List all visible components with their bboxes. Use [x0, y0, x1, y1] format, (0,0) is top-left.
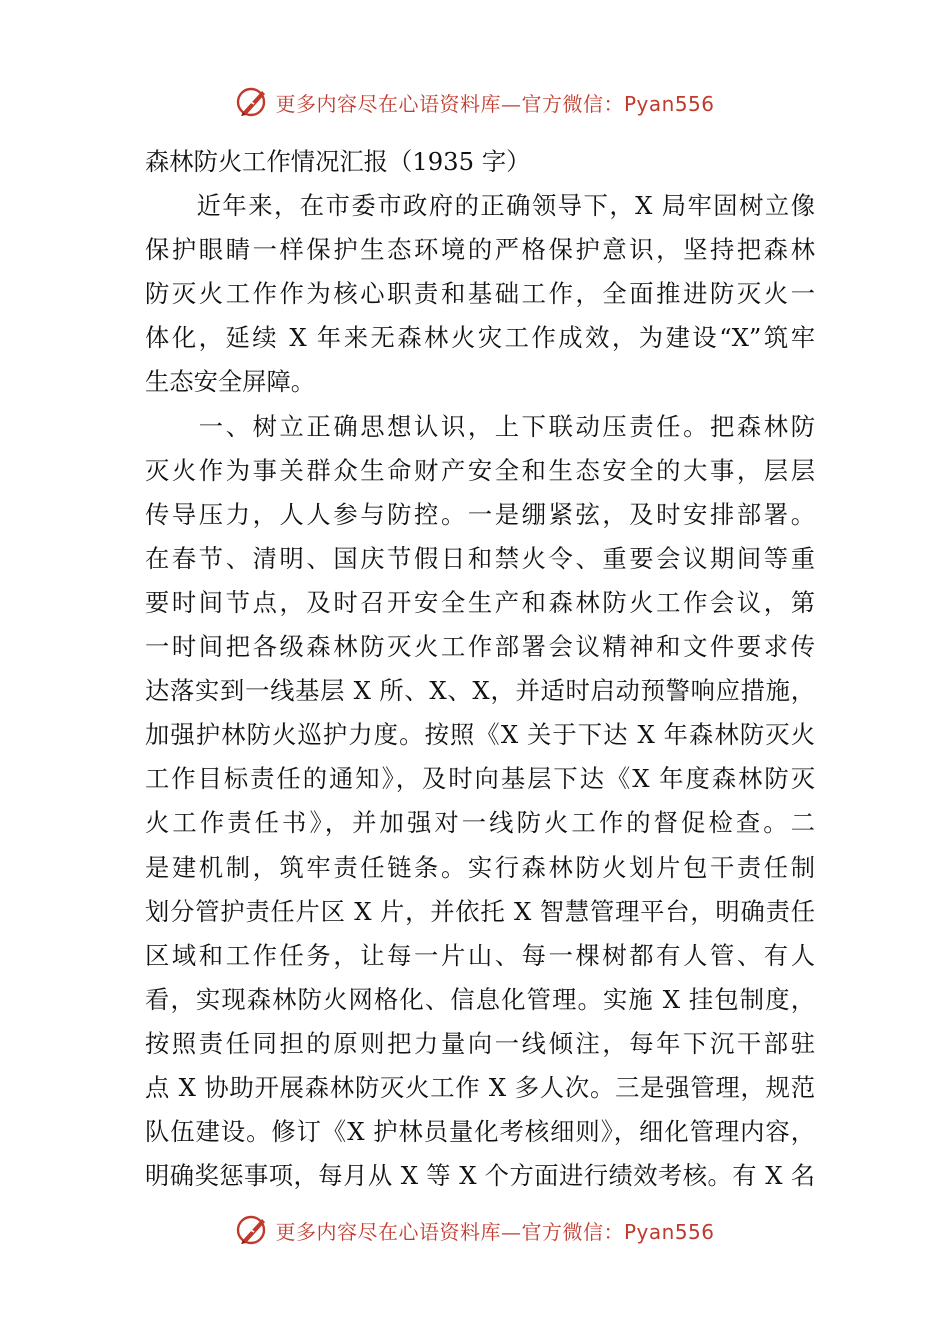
header-watermark: [0, 82, 950, 122]
text-line: 点 X 协助开展森林防灭火工作 X 多人次。三是强管理，规范: [145, 1072, 815, 1102]
watermark-text: 更多内容尽在心语资料库—官方微信：Pyan556: [275, 1219, 715, 1244]
text-line: 加强护林防火巡护力度。按照《X 关于下达 X 年森林防灭火: [145, 720, 815, 750]
text-line: 一时间把各级森林防灭火工作部署会议精神和文件要求传: [145, 632, 815, 662]
footer-watermark: [0, 1210, 950, 1250]
pen-logo-icon: [235, 85, 269, 119]
text-line: 火工作责任书》，并加强对一线防火工作的督促检查。二: [145, 808, 815, 838]
text-line: 队伍建设。修订《X 护林员量化考核细则》，细化管理内容，: [145, 1117, 815, 1147]
text-line: 明确奖惩事项，每月从 X 等 X 个方面进行绩效考核。有 X 名: [145, 1161, 815, 1191]
text-line: 是建机制，筑牢责任链条。实行森林防火划片包干责任制: [145, 852, 815, 882]
text-line: 传导压力，人人参与防控。一是绷紧弦，及时安排部署。: [145, 499, 815, 529]
text-line: 保护眼睛一样保护生态环境的严格保护意识，坚持把森林: [145, 235, 815, 265]
text-line: 要时间节点，及时召开安全生产和森林防火工作会议，第: [145, 587, 815, 617]
text-line: 在春节、清明、国庆节假日和禁火令、重要会议期间等重: [145, 543, 815, 573]
text-line: 按照责任同担的原则把力量向一线倾注，每年下沉干部驻: [145, 1028, 815, 1058]
text-line: 划分管护责任片区 X 片，并依托 X 智慧管理平台，明确责任: [145, 896, 815, 926]
watermark-text: 更多内容尽在心语资料库—官方微信：Pyan556: [275, 91, 715, 116]
text-line: 体化，延续 X 年来无森林火灾工作成效，为建设“X”筑牢: [145, 323, 815, 353]
text-line: 一、树立正确思想认识，上下联动压责任。把森林防: [145, 411, 815, 441]
text-line: 工作目标责任的通知》，及时向基层下达《X 年度森林防灭: [145, 764, 815, 794]
text-line: 防灭火工作作为核心职责和基础工作，全面推进防灭火一: [145, 279, 815, 309]
text-line: 近年来，在市委市政府的正确领导下，X 局牢固树立像: [145, 191, 815, 221]
pen-logo-icon: [235, 1213, 269, 1247]
text-line: 达落实到一线基层 X 所、X、X，并适时启动预警响应措施，: [145, 676, 815, 706]
text-line: 区域和工作任务，让每一片山、每一棵树都有人管、有人: [145, 940, 815, 970]
document-title: 森林防火工作情况汇报（1935 字）: [145, 147, 531, 176]
text-line: 看，实现森林防火网格化、信息化管理。实施 X 挂包制度，: [145, 984, 815, 1014]
text-line: 灭火作为事关群众生命财产安全和生态安全的大事，层层: [145, 455, 815, 485]
document-body: [145, 140, 815, 1198]
text-line: 生态安全屏障。: [145, 367, 316, 397]
